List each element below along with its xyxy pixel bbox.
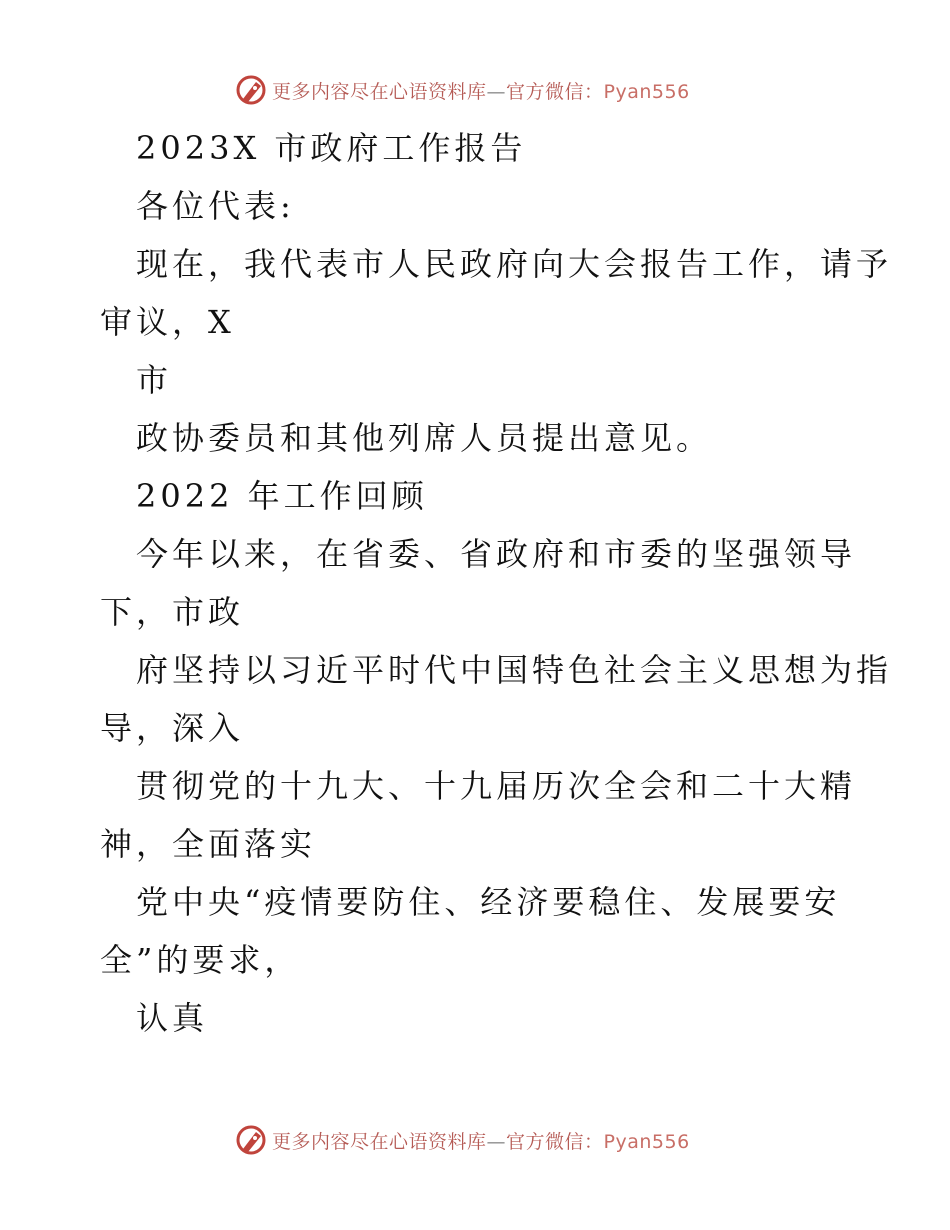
document-line: 审议，X [100, 303, 235, 341]
watermark-handle: Pyan556 [603, 1130, 690, 1153]
document-line: 现在，我代表市人民政府向大会报告工作，请予 [136, 245, 893, 283]
pen-nib-circle-logo-icon [234, 1123, 268, 1157]
document-line: 政协委员和其他列席人员提出意见。 [136, 419, 713, 457]
document-line: 下，市政 [100, 593, 245, 631]
document-title: 2023X 市政府工作报告 [136, 129, 527, 167]
document-line: 神，全面落实 [100, 825, 317, 863]
document-line: 贯彻党的十九大、十九届历次全会和二十大精 [136, 767, 857, 805]
watermark-brand: 更多内容尽在心语资料库 [272, 80, 487, 103]
document-line: 各位代表: [136, 187, 295, 225]
section-heading: 2022 年工作回顾 [136, 477, 428, 515]
watermark-label: 官方微信： [506, 80, 604, 103]
watermark-text [272, 1127, 690, 1154]
watermark-dash: — [486, 80, 507, 103]
watermark-brand: 更多内容尽在心语资料库 [272, 1130, 487, 1153]
document-line: 导，深入 [100, 709, 245, 747]
footer-watermark [234, 1122, 690, 1158]
watermark-dash: — [486, 1130, 507, 1153]
document-line: 府坚持以习近平时代中国特色社会主义思想为指 [136, 651, 893, 689]
watermark-label: 官方微信： [506, 1130, 604, 1153]
document-line: 党中央“疫情要防住、经济要稳住、发展要安 [136, 883, 841, 921]
document-line: 市 [136, 361, 173, 399]
watermark-handle: Pyan556 [603, 80, 690, 103]
document-line: 认真 [136, 999, 209, 1037]
document-line: 今年以来，在省委、省政府和市委的坚强领导 [136, 535, 857, 573]
document-line: 全”的要求， [100, 941, 301, 979]
